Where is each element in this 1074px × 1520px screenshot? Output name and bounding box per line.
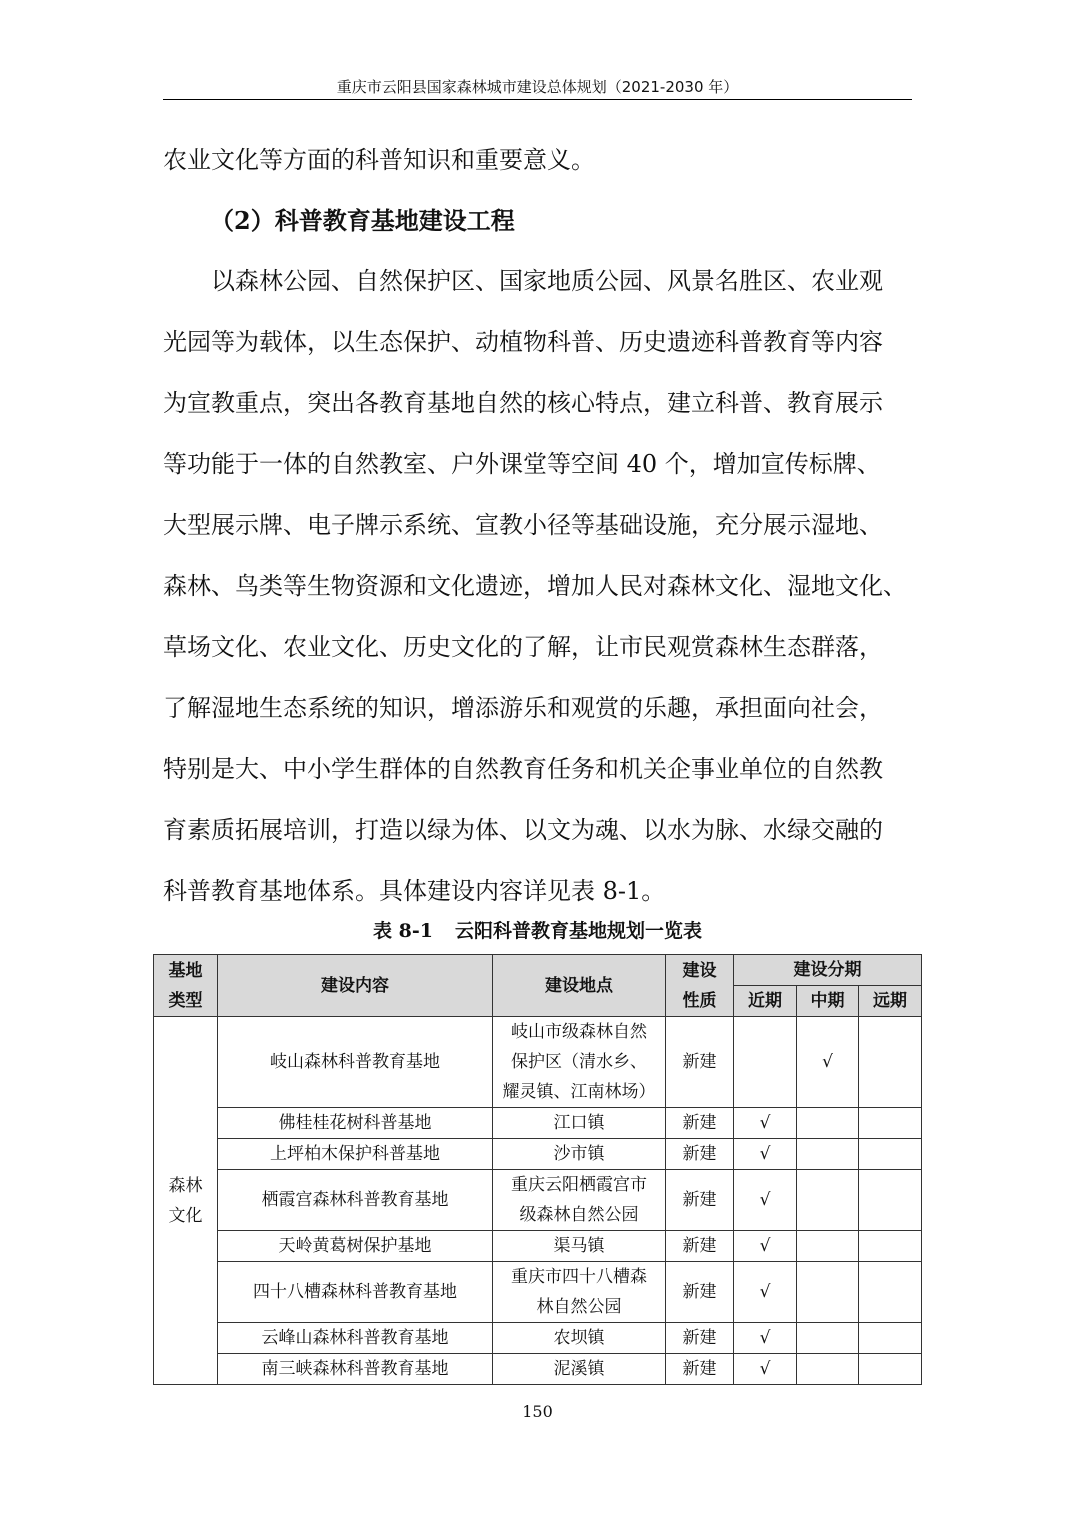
long-term-cell [859, 1170, 922, 1231]
header-nature: 建设 性质 [666, 955, 734, 1017]
long-term-cell [859, 1354, 922, 1385]
header-phase: 建设分期 [734, 955, 922, 986]
mid-term-cell [797, 1354, 859, 1385]
nature-cell: 新建 [666, 1017, 734, 1108]
nature-cell: 新建 [666, 1108, 734, 1139]
section-subheading: （2）科普教育基地建设工程 [210, 206, 515, 235]
text-line: 特别是大、中小学生群体的自然教育任务和机关企事业单位的自然教 [163, 755, 883, 783]
near-term-cell [734, 1017, 797, 1108]
table-row [154, 1017, 922, 1108]
text-line: 为宣教重点，突出各教育基地自然的核心特点，建立科普、教育展示 [163, 389, 883, 417]
text-line: 大型展示牌、电子牌示系统、宣教小径等基础设施，充分展示湿地、 [163, 511, 883, 539]
running-header: 重庆市云阳县国家森林城市建设总体规划（2021-2030 年） [336, 78, 739, 96]
category-cell: 森林 文化 [154, 1017, 218, 1385]
location-cell: 沙市镇 [493, 1139, 666, 1170]
text-line: 育素质拓展培训，打造以绿为体、以文为魂、以水为脉、水绿交融的 [163, 816, 883, 844]
table-caption-text: 云阳科普教育基地规划一览表 [454, 920, 702, 942]
long-term-cell [859, 1017, 922, 1108]
location-cell: 渠马镇 [493, 1231, 666, 1262]
location-cell: 江口镇 [493, 1108, 666, 1139]
nature-cell: 新建 [666, 1231, 734, 1262]
near-term-cell: √ [734, 1231, 797, 1262]
content-cell: 天岭黄葛树保护基地 [218, 1231, 493, 1262]
long-term-cell [859, 1231, 922, 1262]
table-row [154, 1139, 922, 1170]
mid-term-cell [797, 1108, 859, 1139]
near-term-cell: √ [734, 1170, 797, 1231]
table-caption-number: 表 8-1 [373, 920, 433, 942]
location-cell: 农坝镇 [493, 1323, 666, 1354]
mid-term-cell [797, 1231, 859, 1262]
header-base-type: 基地 类型 [154, 955, 218, 1017]
content-cell: 岐山森林科普教育基地 [218, 1017, 493, 1108]
nature-cell: 新建 [666, 1262, 734, 1323]
long-term-cell [859, 1323, 922, 1354]
location-cell: 泥溪镇 [493, 1354, 666, 1385]
text-line: 了解湿地生态系统的知识，增添游乐和观赏的乐趣，承担面向社会， [163, 694, 883, 722]
nature-cell: 新建 [666, 1170, 734, 1231]
paragraph-continuation [163, 130, 912, 191]
main-paragraph [163, 251, 912, 922]
table-row [154, 1262, 922, 1323]
location-cell: 重庆云阳栖霞宫市 级森林自然公园 [493, 1170, 666, 1231]
near-term-cell: √ [734, 1262, 797, 1323]
table-row [154, 1108, 922, 1139]
mid-term-cell [797, 1262, 859, 1323]
table-row [154, 1354, 922, 1385]
mid-term-cell [797, 1170, 859, 1231]
text-line: 以森林公园、自然保护区、国家地质公园、风景名胜区、农业观 [211, 267, 883, 295]
near-term-cell: √ [734, 1354, 797, 1385]
content-cell: 上坪柏木保护科普基地 [218, 1139, 493, 1170]
content-cell: 栖霞宫森林科普教育基地 [218, 1170, 493, 1231]
content-cell: 佛桂桂花树科普基地 [218, 1108, 493, 1139]
page-number: 150 [522, 1402, 553, 1421]
text-line: 等功能于一体的自然教室、户外课堂等空间 40 个，增加宣传标牌、 [163, 450, 881, 478]
nature-cell: 新建 [666, 1139, 734, 1170]
long-term-cell [859, 1262, 922, 1323]
near-term-cell: √ [734, 1108, 797, 1139]
mid-term-cell: √ [797, 1017, 859, 1108]
near-term-cell: √ [734, 1323, 797, 1354]
table-row [154, 1170, 922, 1231]
header-content: 建设内容 [218, 955, 493, 1017]
text-line: 农业文化等方面的科普知识和重要意义。 [163, 146, 595, 174]
content-cell: 四十八槽森林科普教育基地 [218, 1262, 493, 1323]
near-term-cell: √ [734, 1139, 797, 1170]
text-line: 森林、鸟类等生物资源和文化遗迹，增加人民对森林文化、湿地文化、 [163, 572, 907, 600]
table-caption [163, 914, 912, 948]
long-term-cell [859, 1108, 922, 1139]
content-cell: 南三峡森林科普教育基地 [218, 1354, 493, 1385]
table-row [154, 1231, 922, 1262]
table-row [154, 1323, 922, 1354]
content-cell: 云峰山森林科普教育基地 [218, 1323, 493, 1354]
text-line: 草场文化、农业文化、历史文化的了解，让市民观赏森林生态群落， [163, 633, 883, 661]
location-cell: 重庆市四十八槽森 林自然公园 [493, 1262, 666, 1323]
header-mid-term: 中期 [797, 986, 859, 1017]
nature-cell: 新建 [666, 1323, 734, 1354]
header-location: 建设地点 [493, 955, 666, 1017]
text-line: 科普教育基地体系。具体建设内容详见表 8-1。 [163, 877, 666, 905]
long-term-cell [859, 1139, 922, 1170]
header-rule [163, 99, 912, 100]
mid-term-cell [797, 1323, 859, 1354]
header-near-term: 近期 [734, 986, 797, 1017]
text-line: 光园等为载体，以生态保护、动植物科普、历史遗迹科普教育等内容 [163, 328, 883, 356]
nature-cell: 新建 [666, 1354, 734, 1385]
header-long-term: 远期 [859, 986, 922, 1017]
education-base-table [153, 954, 922, 1385]
mid-term-cell [797, 1139, 859, 1170]
location-cell: 岐山市级森林自然 保护区（清水乡、 耀灵镇、江南林场） [493, 1017, 666, 1108]
